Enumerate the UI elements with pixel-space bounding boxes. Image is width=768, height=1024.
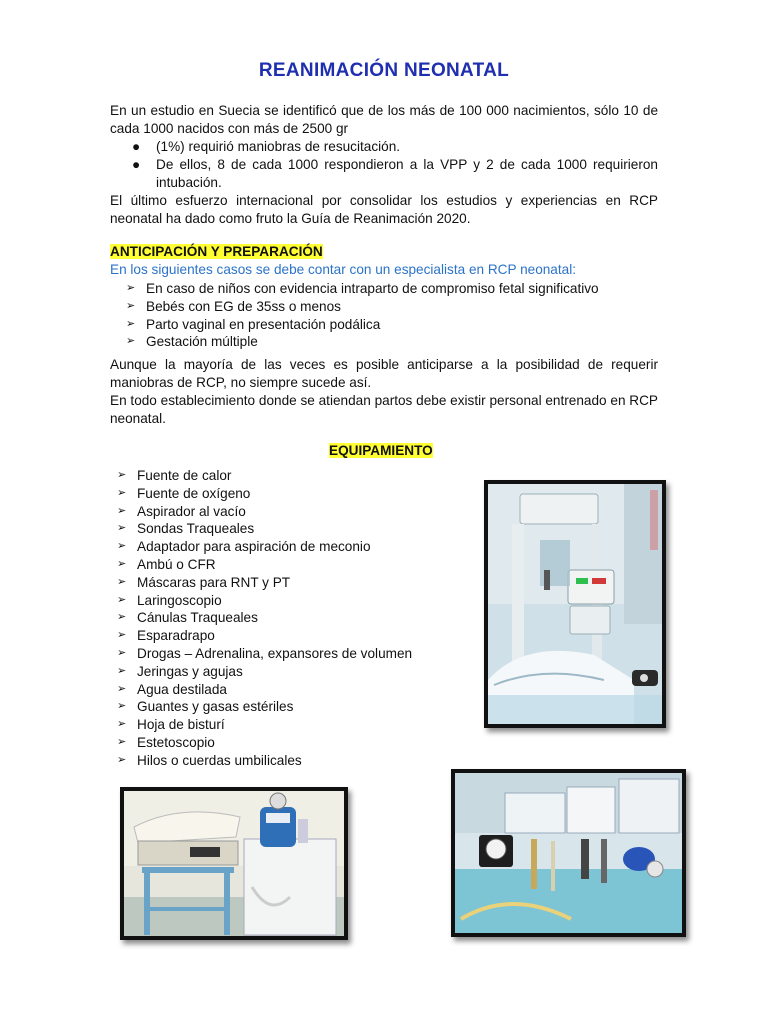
arrow-bullet-icon: ➢ — [117, 682, 127, 695]
list-item: ➢ Drogas – Adrenalina, expansores de volumen — [117, 645, 413, 661]
list-item: ➢ Esparadrapo — [117, 628, 215, 644]
list-item: ➢ Hoja de bisturí — [117, 717, 225, 733]
bullet-dot-icon: ● — [132, 157, 141, 172]
intro-paragraph: En un estudio en Suecia se identificó que de los más de 100 000 nacimientos, sólo 10 de cada 1000 nacidos con más de 2500 gr — [110, 103, 658, 136]
list-item: ➢ Fuente de oxígeno — [117, 485, 251, 501]
arrow-bullet-icon: ➢ — [117, 469, 127, 481]
arrow-bullet-icon: ➢ — [126, 335, 136, 348]
arrow-bullet-icon: ➢ — [117, 735, 127, 748]
arrow-bullet-icon: ➢ — [117, 522, 127, 535]
effort-paragraph: El último esfuerzo internacional por consolidar los estudios y experiencias en RCP neonatal ha dado como fruto la Guía de Reanimación 2020. — [110, 193, 658, 226]
arrow-bullet-icon: ➢ — [117, 540, 127, 553]
list-item: ➢ Fuente de calor — [117, 468, 232, 483]
list-item: ➢ Bebés con EG de 35ss o menos — [126, 298, 341, 314]
list-item: ➢ Estetoscopio — [117, 734, 215, 750]
arrow-bullet-icon: ➢ — [126, 317, 136, 330]
arrow-bullet-icon: ➢ — [117, 504, 127, 517]
arrow-bullet-icon: ➢ — [117, 557, 127, 570]
list-item: ➢ Cánulas Traqueales — [117, 610, 258, 626]
arrow-bullet-icon: ➢ — [117, 593, 127, 606]
anticipation-subheading: En los siguientes casos se debe contar con un especialista en RCP neonatal: — [110, 262, 577, 277]
list-item: ➢ Jeringas y agujas — [117, 663, 243, 679]
anticipation-heading: ANTICIPACIÓN Y PREPARACIÓN — [110, 244, 323, 259]
arrow-bullet-icon: ➢ — [117, 629, 127, 642]
list-item: ➢ Máscaras para RNT y PT — [117, 574, 291, 590]
list-item: ➢ Sondas Traqueales — [117, 521, 255, 537]
airway-supplies-image — [451, 769, 686, 937]
radiant-warmer-photo — [484, 480, 666, 728]
arrow-bullet-icon: ➢ — [117, 646, 127, 659]
list-item: ➢ Laringoscopio — [117, 592, 222, 608]
arrow-bullet-icon: ➢ — [126, 299, 136, 312]
list-item: ➢ Ambú o CFR — [117, 556, 216, 572]
page-title: REANIMACIÓN NEONATAL — [258, 60, 510, 81]
equipment-list — [117, 467, 412, 770]
bullet-dot-icon: ● — [132, 139, 141, 154]
arrow-bullet-icon: ➢ — [117, 611, 127, 624]
radiant-warmer-image — [484, 480, 666, 728]
list-item: ➢ Hilos o cuerdas umbilicales — [117, 752, 302, 768]
scale-suction-photo — [120, 787, 348, 940]
list-item: ● De ellos, 8 de cada 1000 respondieron a la VPP y 2 de cada 1000 requirieron intubación. — [132, 157, 658, 190]
anticipation-paragraph-2: En todo establecimiento donde se atiendan partos debe existir personal entrenado en RCP neonatal. — [110, 393, 658, 426]
airway-supplies-photo — [451, 769, 686, 937]
arrow-bullet-icon: ➢ — [117, 664, 127, 677]
list-item: ➢ Agua destilada — [117, 681, 227, 697]
anticipation-paragraph-1: Aunque la mayoría de las veces es posible anticiparse a la posibilidad de requerir maniobras de RCP, no siempre sucede así. — [110, 357, 658, 390]
list-item: ➢ En caso de niños con evidencia intraparto de compromiso fetal significativo — [126, 281, 599, 296]
list-item: ➢ Gestación múltiple — [126, 334, 258, 350]
list-item: ➢ Aspirador al vacío — [117, 503, 246, 519]
anticipation-list — [126, 280, 599, 351]
intro-bullet-list — [110, 138, 658, 192]
equipment-heading: EQUIPAMIENTO — [329, 443, 433, 458]
list-item: ➢ Parto vaginal en presentación podálica — [126, 316, 381, 332]
arrow-bullet-icon: ➢ — [117, 718, 127, 731]
list-item: ➢ Guantes y gasas estériles — [117, 699, 294, 715]
arrow-bullet-icon: ➢ — [117, 575, 127, 588]
arrow-bullet-icon: ➢ — [117, 700, 127, 713]
arrow-bullet-icon: ➢ — [126, 282, 136, 294]
arrow-bullet-icon: ➢ — [117, 753, 127, 766]
arrow-bullet-icon: ➢ — [117, 486, 127, 499]
list-item: ➢ Adaptador para aspiración de meconio — [117, 539, 371, 555]
list-item: ● (1%) requirió maniobras de resucitación. — [132, 139, 401, 154]
scale-suction-image — [120, 787, 348, 940]
